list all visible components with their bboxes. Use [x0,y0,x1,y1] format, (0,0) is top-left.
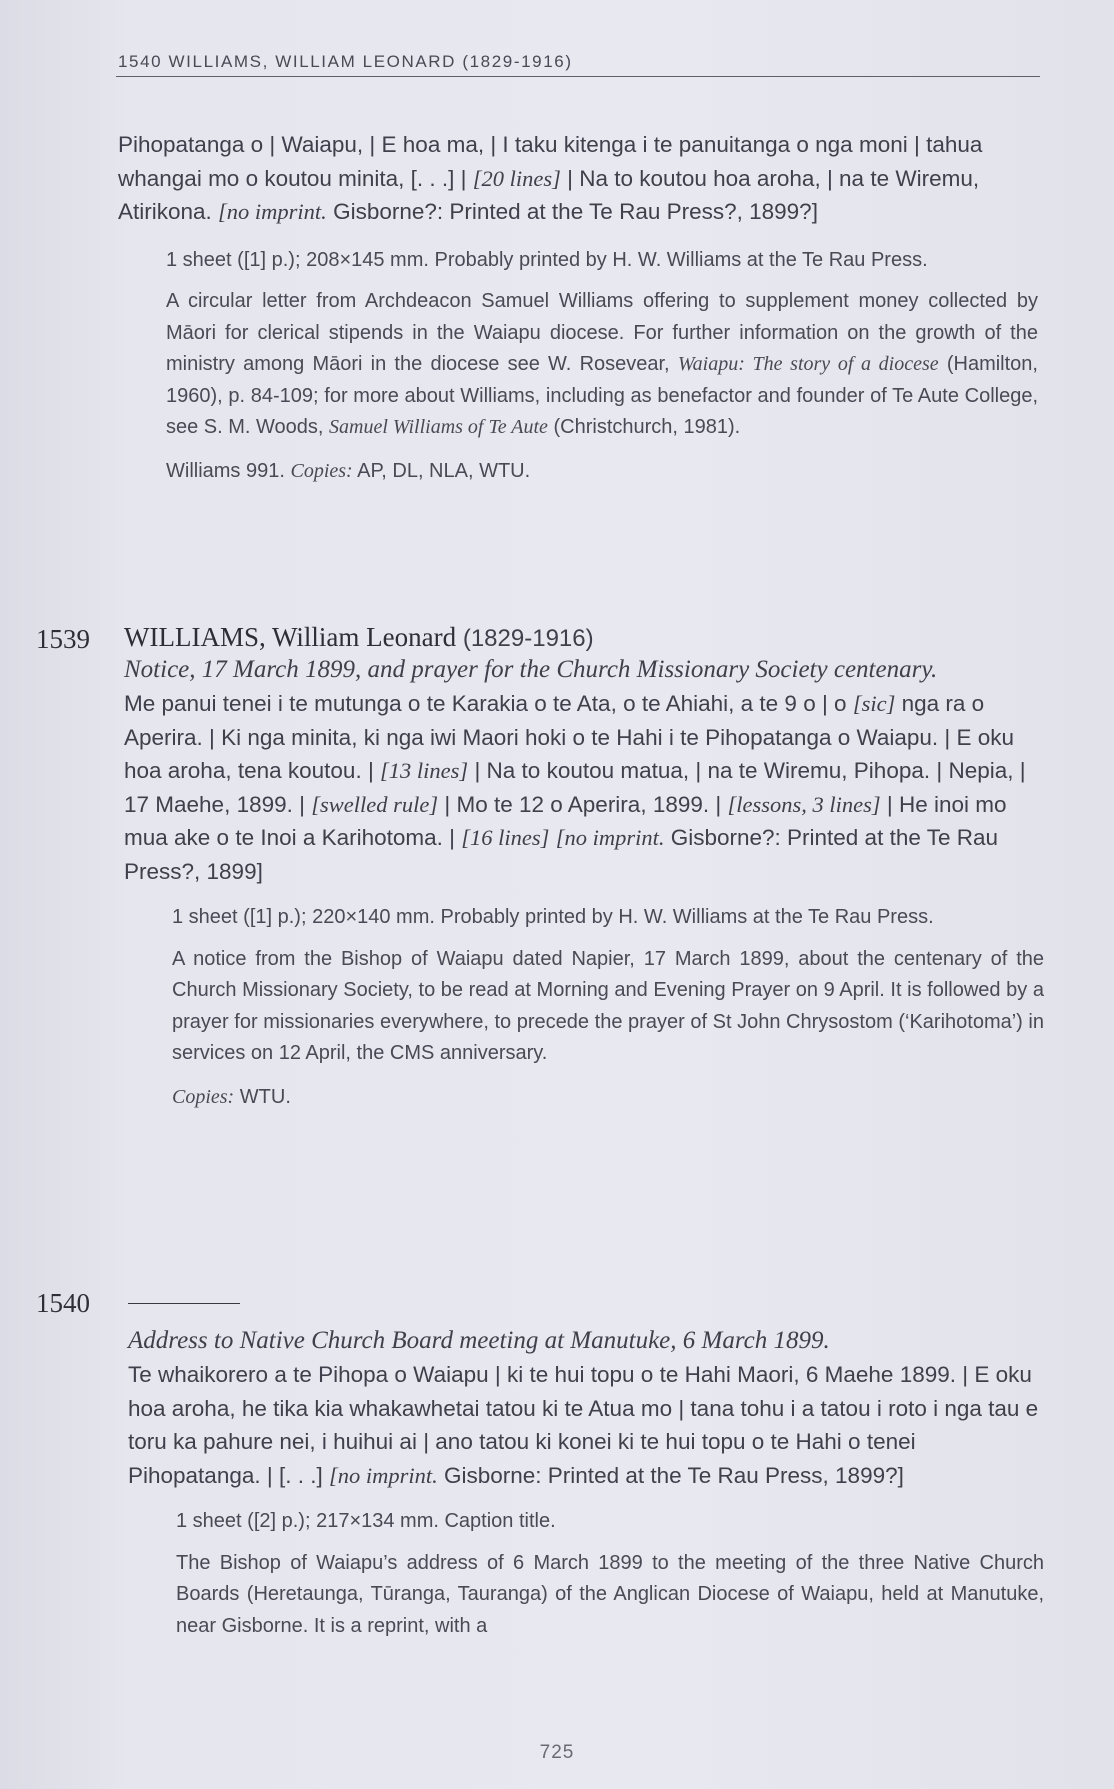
entry-1539 [124,622,1044,1125]
entry-note: The Bishop of Waiapu’s address of 6 March 1899 to the meeting of the three Native Church Boards (Heretaunga, Tūranga, Tauranga) of the Anglican Diocese of Waiapu, held at Manutuke, near Gisborne. It is a reprint, with a [176,1551,1044,1637]
page-number: 725 [539,1742,575,1763]
physical-description: 1 sheet ([2] p.); 217×134 mm. Caption title. [176,1510,556,1532]
running-head: 1540 WILLIAMS, WILLIAM LEONARD (1829-1916) [118,52,573,71]
entry-note: A notice from the Bishop of Waiapu dated Napier, 17 March 1899, about the centenary of the Church Missionary Society, to be read at Morning and Evening Prayer on 9 April. It is followed by a prayer for missionaries everywhere, to precede the prayer of St John Chrysostom (‘Karihotoma’) in services on 12 April, the CMS anniversary. [172,947,1044,1064]
entry-number: 1539 [36,624,90,654]
transcription-text: Te whaikorero a te Pihopa o Waiapu | ki te hui topu o te Hahi Maori, 6 Maehe 1899. | E oku hoa aroha, he tika kia whakawhetai tatou ki te Atua mo | tana tohu i a tatou i roto i nga tau e toru ka pahure nei, i huihui ai | ano tatou ki konei ki te hui topu o te Hahi o tenei Pihopatanga. | [. . .] [no imprint. Gisborne: Printed at the Te Rau Press, 1899?] [128,1362,1039,1488]
author-name: WILLIAMS, William Leonard [124,622,457,652]
author-dates: (1829-1916) [462,625,594,652]
copies-line: Williams 991. Copies: AP, DL, NLA, WTU. [166,459,531,482]
entry-number: 1540 [36,1288,90,1318]
header-rule [116,76,1040,77]
entry-1540 [128,1288,1044,1654]
entry-continued [118,128,1038,499]
transcription-text: Me panui tenei i te mutunga o te Karakia o te Ata, o te Ahiahi, a te 9 o | o [sic] nga ra o Aperira. | Ki nga minita, ki nga iwi Maori hoki o te Hahi i te Pihopatanga o Waiapu. | E oku hoa aroha, tena koutou. | [13 lines] | Na to koutou matua, | na te Wiremu, Pihopa. | Nepia, | 17 Maehe, 1899. | [swelled rule] | Mo te 12 o Aperira, 1899. | [lessons, 3 lines] | He inoi mo mua ake o te Inoi a Karihotoma. | [16 lines] [no imprint. Gisborne?: Printed at the Te Rau Press?, 1899] [124,691,1026,884]
entry-note: A circular letter from Archdeacon Samuel Williams offering to supplement money collected by Māori for clerical stipends in the Waiapu diocese. For further information on the growth of the ministry among Māori in the diocese see W. Rosevear, Waiapu: The story of a diocese (Hamilton, 1960), p. 84-109; for more about Williams, including as benefactor and founder of Te Aute College, see S. M. Woods, Samuel Williams of Te Aute (Christchurch, 1981). [166,290,1038,438]
entry-heading [124,622,1044,653]
physical-description: 1 sheet ([1] p.); 208×145 mm. Probably printed by H. W. Williams at the Te Rau Press. [166,248,928,271]
entry-heading [128,1288,1044,1324]
repeated-author-dash [128,1303,240,1304]
entry-title: Notice, 17 March 1899, and prayer for the Church Missionary Society centenary. [124,656,938,683]
entry-title: Address to Native Church Board meeting at Manutuke, 6 March 1899. [128,1327,830,1354]
physical-description: 1 sheet ([1] p.); 220×140 mm. Probably printed by H. W. Williams at the Te Rau Press. [172,906,934,928]
copies-line: Copies: WTU. [172,1085,291,1108]
transcription-text: Pihopatanga o | Waiapu, | E hoa ma, | I taku kitenga i te panuitanga o nga moni | tahua whangai mo o koutou minita, [. . .] | [20 lines] | Na to koutou hoa aroha, | na te Wiremu, Atirikona. [no imprint. Gisborne?: Printed at the Te Rau Press?, 1899?] [118,132,983,224]
